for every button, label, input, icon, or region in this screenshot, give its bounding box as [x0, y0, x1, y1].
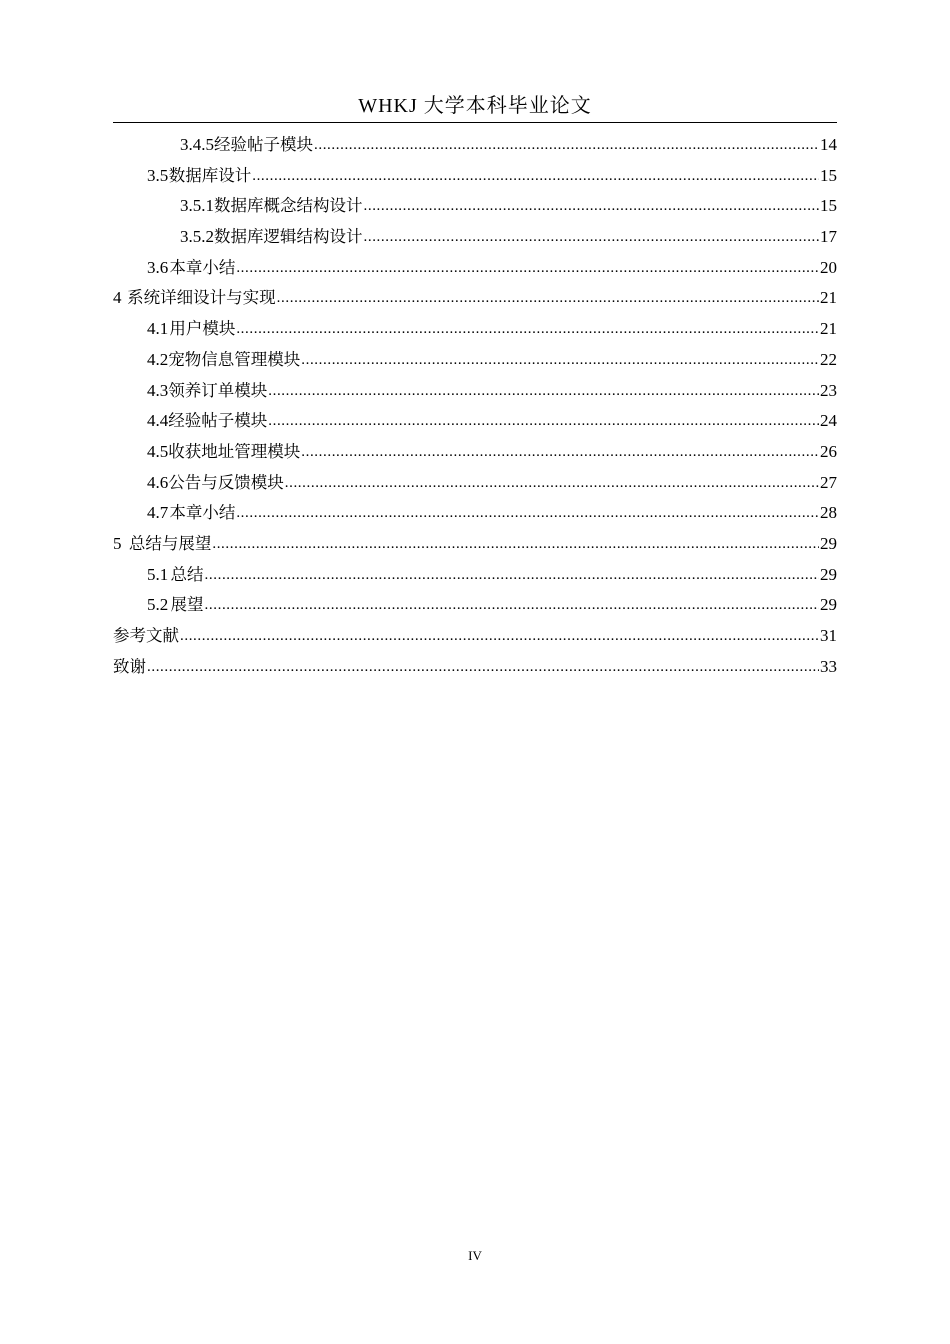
- toc-leader-dots: [314, 129, 819, 160]
- toc-entry[interactable]: [113, 376, 837, 407]
- toc-entry[interactable]: [113, 283, 837, 314]
- toc-entry-page: 31: [820, 626, 837, 645]
- toc-entry-number: 4.6: [147, 472, 169, 492]
- toc-entry-title: 数据库概念结构设计: [214, 196, 363, 216]
- toc-entry-page: 29: [820, 595, 837, 615]
- toc-entry-page: 29: [820, 564, 837, 584]
- toc-entry-title: 参考文献: [113, 626, 179, 645]
- running-header: WHKJ 大学本科毕业论文: [358, 95, 592, 117]
- toc-entry[interactable]: [113, 652, 837, 683]
- toc-leader-dots: [180, 620, 819, 651]
- toc-entry-number: 4: [113, 288, 122, 308]
- toc-entry-title: 经验帖子模块: [168, 411, 268, 431]
- toc-entry-number: 4.5: [147, 441, 169, 461]
- toc-leader-dots: [268, 405, 819, 436]
- toc-entry-page: 29: [820, 533, 837, 553]
- toc-entry-title: 系统详细设计与实现: [127, 288, 276, 308]
- toc-entry-title: 致谢: [113, 656, 146, 676]
- toc-entry-page: 20: [820, 257, 837, 277]
- toc-entry-number: 3.5.1: [180, 196, 214, 216]
- table-of-contents: [113, 130, 837, 682]
- toc-leader-dots: [301, 436, 819, 467]
- toc-leader-dots: [364, 221, 820, 252]
- toc-entry-page: 17: [820, 227, 837, 247]
- toc-entry[interactable]: [113, 406, 837, 437]
- toc-entry-page: 23: [820, 380, 837, 400]
- toc-entry[interactable]: [113, 590, 837, 621]
- toc-leader-dots: [236, 252, 819, 283]
- toc-entry-title: 展望: [170, 595, 204, 615]
- toc-entry-title: 领养订单模块: [168, 380, 268, 400]
- toc-leader-dots: [301, 344, 819, 375]
- toc-entry[interactable]: [113, 161, 837, 192]
- toc-leader-dots: [364, 190, 820, 221]
- toc-entry-page: 26: [820, 441, 837, 461]
- toc-entry-title: 本章小结: [169, 257, 236, 277]
- header-rule: [113, 122, 837, 123]
- toc-entry[interactable]: [113, 222, 837, 253]
- toc-entry[interactable]: [113, 468, 837, 499]
- toc-entry-number: 4.1: [147, 319, 169, 339]
- toc-entry[interactable]: [113, 437, 837, 468]
- toc-entry-title: 总结: [170, 564, 204, 584]
- toc-entry[interactable]: [113, 560, 837, 591]
- toc-entry-page: 27: [820, 472, 837, 492]
- toc-entry[interactable]: [113, 345, 837, 376]
- toc-entry-title: 数据库设计: [168, 165, 252, 185]
- toc-entry-page: 21: [820, 288, 837, 308]
- toc-entry-page: 22: [820, 349, 837, 369]
- toc-entry-number: 3.5.2: [180, 227, 214, 247]
- toc-leader-dots: [236, 497, 819, 528]
- toc-leader-dots: [147, 651, 819, 682]
- toc-entry-page: 15: [820, 196, 837, 216]
- toc-entry-number: 5.2: [147, 595, 169, 615]
- toc-entry-title: 收获地址管理模块: [168, 441, 301, 461]
- page-number: IV: [468, 1248, 482, 1263]
- toc-entry[interactable]: [113, 130, 837, 161]
- toc-entry-number: 4.3: [147, 380, 169, 400]
- toc-entry-number: 3.5: [147, 165, 169, 185]
- toc-leader-dots: [252, 160, 819, 191]
- toc-entry[interactable]: [113, 191, 837, 222]
- toc-entry-number: 3.6: [147, 257, 169, 277]
- toc-entry-number: 5.1: [147, 564, 169, 584]
- toc-entry-page: 21: [820, 319, 837, 339]
- toc-entry-page: 15: [820, 165, 837, 185]
- toc-entry-title: 数据库逻辑结构设计: [214, 227, 363, 247]
- toc-entry-number: 3.4.5: [180, 135, 214, 154]
- toc-leader-dots: [212, 528, 819, 559]
- toc-entry-page: 14: [820, 135, 837, 154]
- toc-entry-title: 宠物信息管理模块: [168, 349, 301, 369]
- toc-entry-title: 公告与反馈模块: [168, 472, 284, 492]
- toc-entry-page: 24: [820, 411, 837, 431]
- toc-entry-number: 4.2: [147, 349, 169, 369]
- toc-leader-dots: [205, 559, 819, 590]
- toc-leader-dots: [285, 467, 819, 498]
- toc-entry-number: 4.4: [147, 411, 169, 431]
- toc-entry-number: 4.7: [147, 503, 169, 523]
- toc-entry-title: 总结与展望: [128, 533, 212, 553]
- toc-leader-dots: [277, 282, 819, 313]
- toc-entry-title: 用户模块: [169, 319, 236, 339]
- toc-leader-dots: [205, 589, 819, 620]
- toc-entry-page: 33: [820, 656, 837, 676]
- toc-entry-title: 经验帖子模块: [214, 135, 313, 154]
- toc-entry-page: 28: [820, 503, 837, 523]
- toc-entry[interactable]: [113, 498, 837, 529]
- toc-entry[interactable]: [113, 314, 837, 345]
- toc-entry-title: 本章小结: [169, 503, 236, 523]
- toc-entry-number: 5: [113, 533, 122, 553]
- toc-leader-dots: [268, 375, 819, 406]
- toc-entry[interactable]: [113, 529, 837, 560]
- toc-entry[interactable]: [113, 621, 837, 652]
- toc-leader-dots: [236, 313, 819, 344]
- toc-entry[interactable]: [113, 253, 837, 284]
